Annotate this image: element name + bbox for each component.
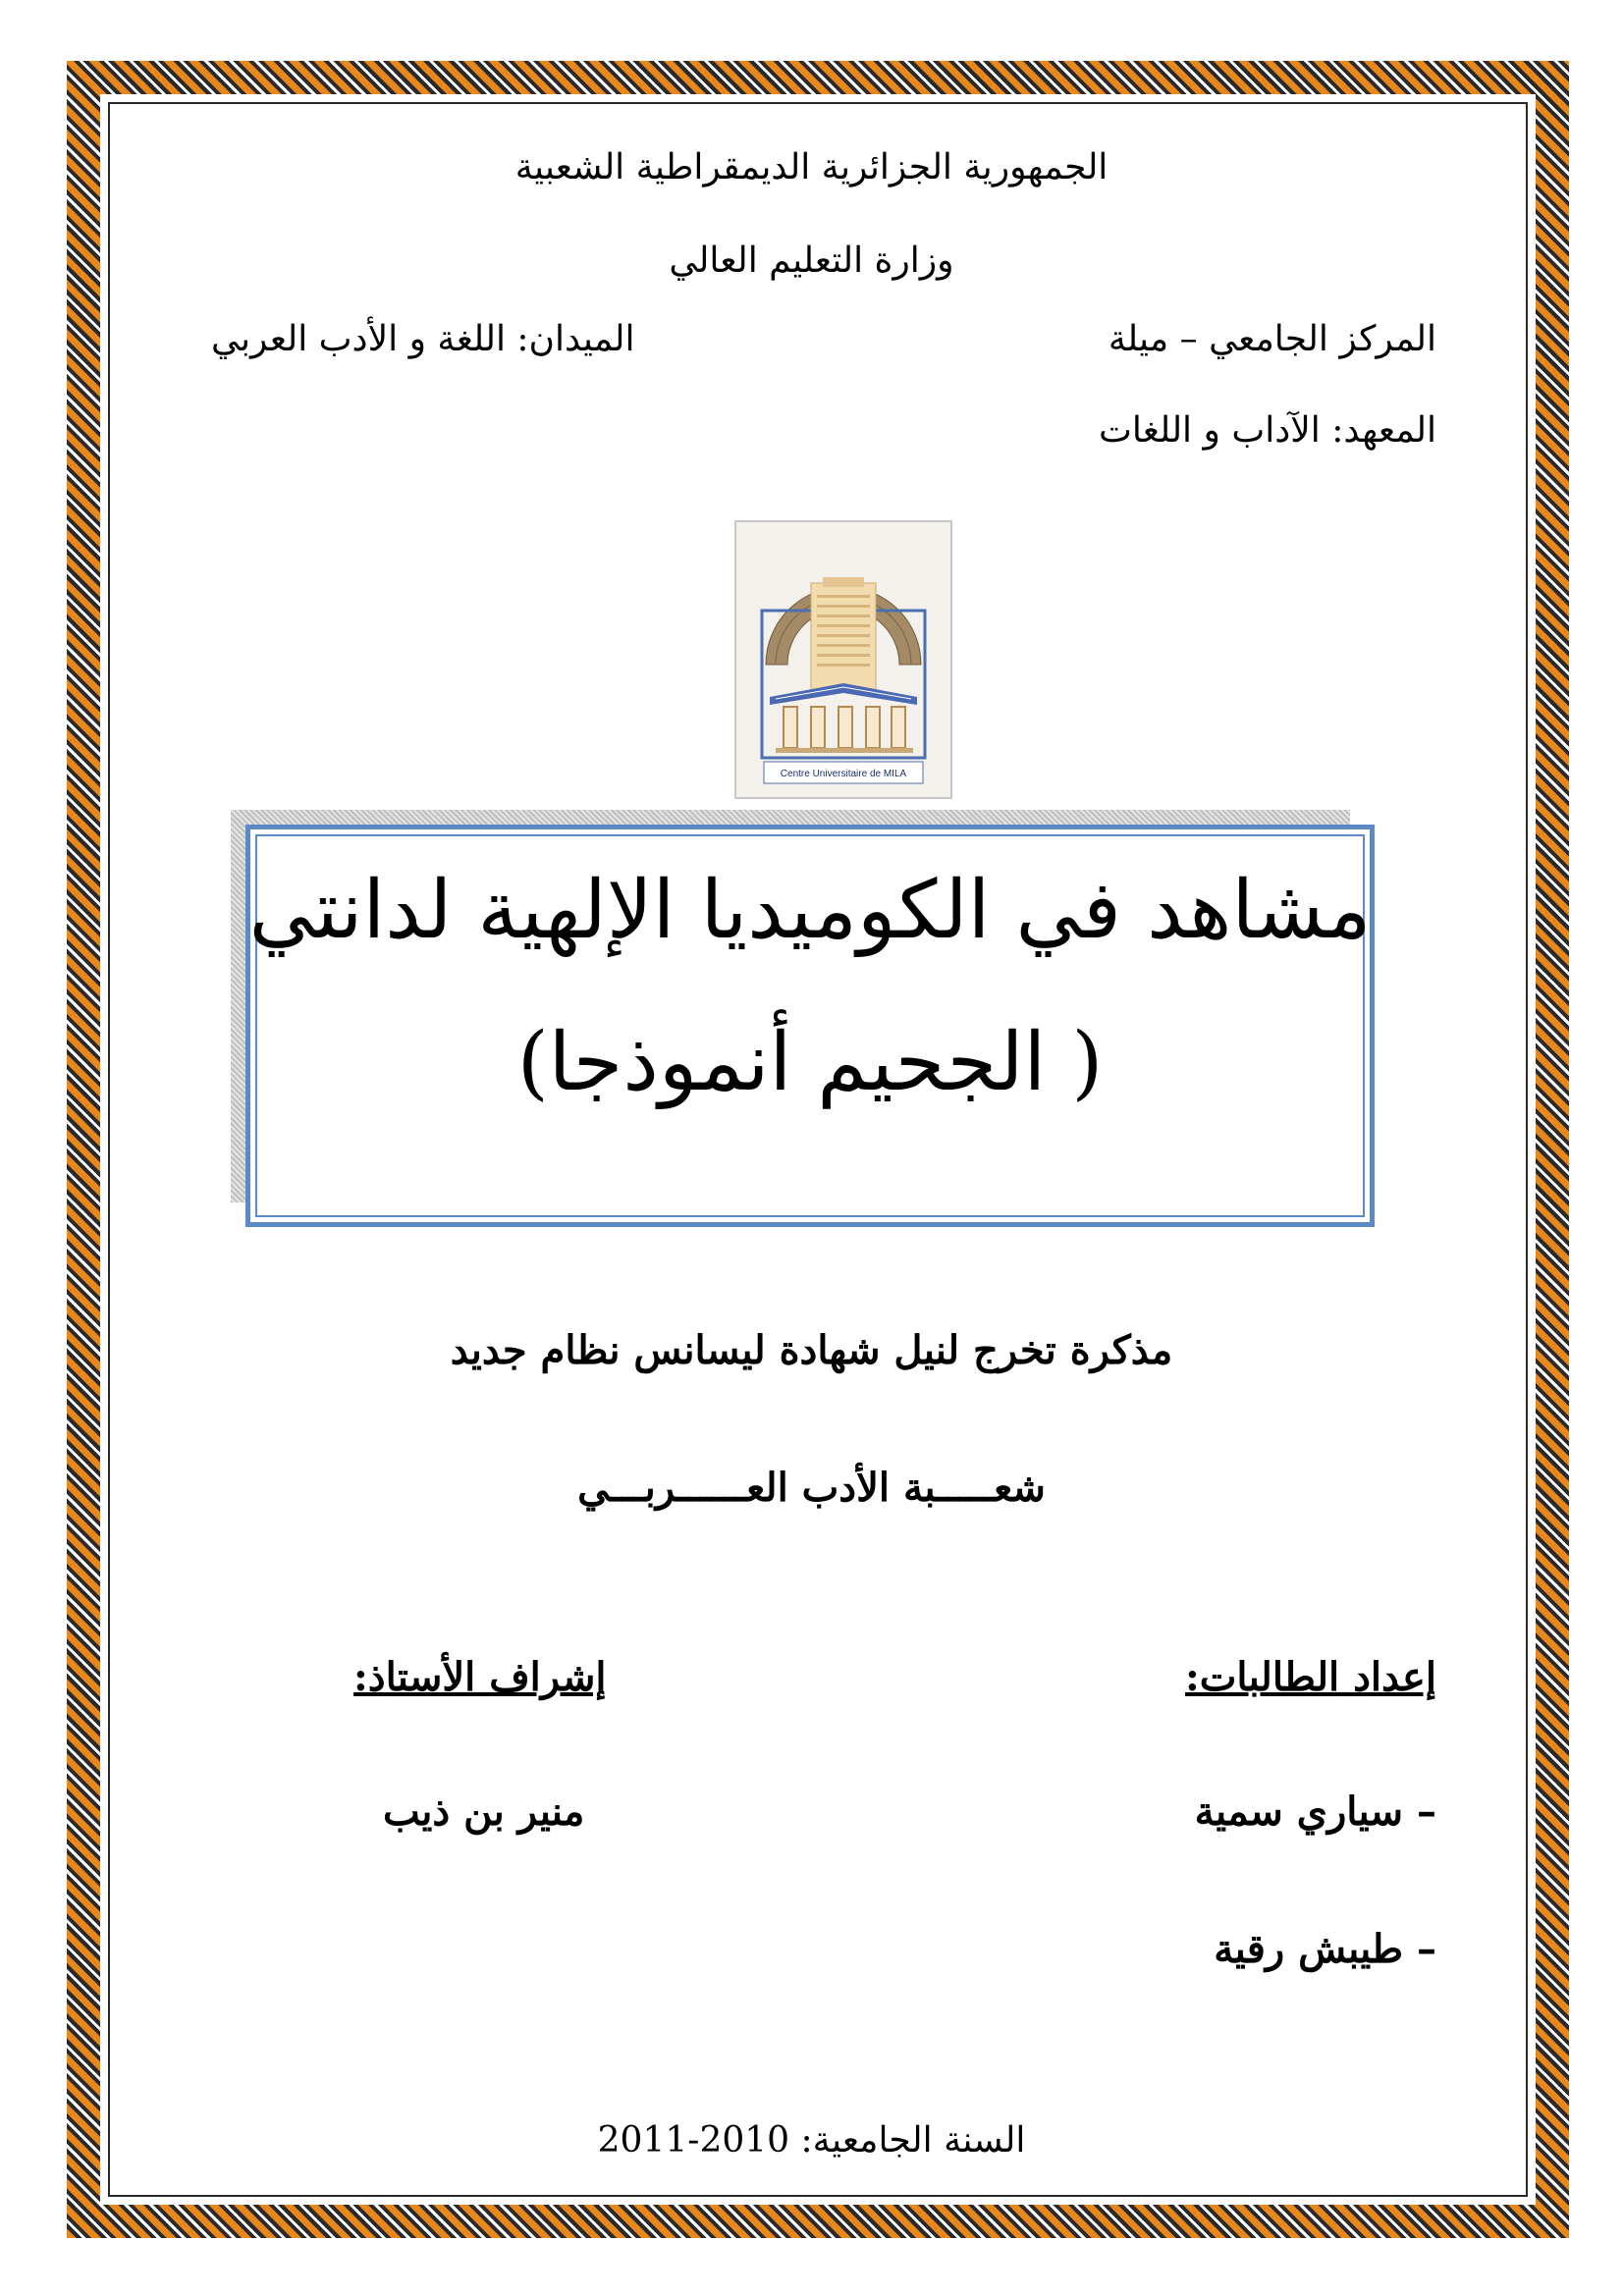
- field-of-study: الميدان: اللغة و الأدب العربي: [211, 319, 635, 359]
- student-name: – سياري سمية: [1194, 1789, 1436, 1835]
- student-name: – طيبش رقية: [1214, 1926, 1436, 1972]
- thesis-subtitle: ( الجحيم أنموذجا): [516, 1016, 1104, 1109]
- ministry-name: وزارة التعليم العالي: [669, 240, 954, 281]
- memo-description: مذكرة تخرج لنيل شهادة ليسانس نظام جديد: [450, 1327, 1173, 1373]
- academic-year: السنة الجامعية: 2010-2011: [597, 2120, 1026, 2161]
- institute-name: المعهد: الآداب و اللغات: [1098, 410, 1436, 451]
- branch-name: شعـــــبة الأدب العــــــربـــي: [577, 1465, 1046, 1511]
- logo-caption: Centre Universitaire de MILA: [780, 769, 907, 779]
- republic-name: الجمهورية الجزائرية الديمقراطية الشعبية: [514, 147, 1109, 187]
- thesis-title: مشاهد في الكوميديا الإلهية لدانتي: [248, 864, 1372, 957]
- prepared-by-heading: إعداد الطالبات:: [1185, 1654, 1436, 1700]
- university-logo-graphic: [736, 522, 950, 797]
- university-center: المركز الجامعي – ميلة: [1108, 319, 1436, 359]
- supervisor-name: منير بن ذيب: [383, 1789, 585, 1835]
- university-logo: [734, 520, 952, 799]
- supervision-heading: إشراف الأستاذ:: [353, 1654, 607, 1700]
